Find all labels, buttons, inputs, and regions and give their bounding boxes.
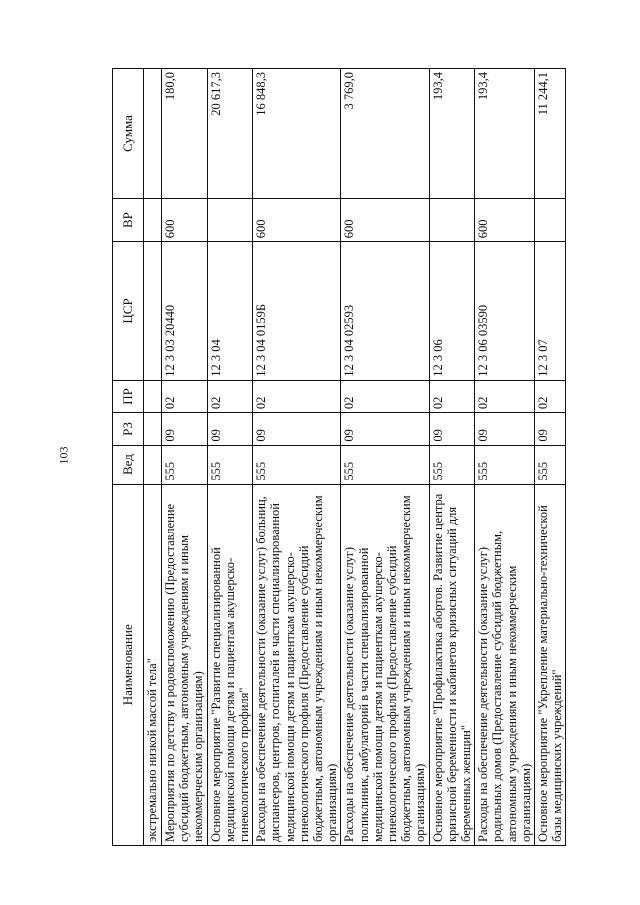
row-ved: 555: [429, 445, 475, 484]
header-vr: ВР: [113, 198, 144, 241]
row-name: Расходы на обеспечение деятельности (оказание услуг) родильных домов (Предоставление субсидий бюджетным, автономным учреждениям и иным некоммерческим организациям): [475, 484, 535, 845]
row-name: Основное мероприятие "Укрепление материально-технической базы медицинских учреждений": [535, 484, 566, 845]
row-name: Расходы на обеспечение деятельности (оказание услуг) поликлиник, амбулаторий в части специализированной медицинской помощи детям и пациенткам акушерско-гинекологического профиля (Предоставление субсидий бюджетным, автономным учреждениям и иным некоммерческим организациям): [341, 484, 429, 845]
row-rz: 09: [253, 413, 341, 445]
table-row: [341, 69, 429, 846]
row-name: Мероприятия по детству и родовспоможению (Предоставление субсидий бюджетным, автономным учреждениям и иным некоммерческим организациям): [162, 484, 208, 845]
row-csr: 12 3 03 20440: [162, 242, 208, 381]
row-ved: 555: [475, 445, 535, 484]
budget-table: [112, 68, 566, 846]
row-sum: 180,0: [162, 69, 208, 199]
row-rz: 09: [162, 413, 208, 445]
row-sum: 193,4: [429, 69, 475, 199]
row-rz: 09: [341, 413, 429, 445]
row-sum: 20 617,3: [207, 69, 253, 199]
page-number: 103: [56, 446, 71, 465]
row-csr: 12 3 04: [207, 242, 253, 381]
header-name: Наименование: [113, 484, 144, 845]
row-name: Основное мероприятие "Развитие специализированной медицинской помощи детям и пациентам акушерско-гинекологического профиля": [207, 484, 253, 845]
row-ved: 555: [341, 445, 429, 484]
header-rz: РЗ: [113, 413, 144, 445]
budget-table-rotated: [112, 68, 609, 846]
row-name: Расходы на обеспечение деятельности (оказание услуг) больниц, диспансеров, центров, госпиталей в части специализированной медицинской помощи детям и пациенткам акушерско-гинекологического профиля (Предоставление субсидий бюджетным, автономным учреждениям и иным некоммерческим организациям): [253, 484, 341, 845]
row-csr: 12 3 07: [535, 242, 566, 381]
row-pr: 02: [475, 380, 535, 412]
row-sum: 193,4: [475, 69, 535, 199]
header-ved: Вед: [113, 445, 144, 484]
table-row: [162, 69, 208, 846]
row-sum: 11 244,1: [535, 69, 566, 199]
row-vr: [429, 198, 475, 241]
row-ved: 555: [253, 445, 341, 484]
row-rz: 09: [535, 413, 566, 445]
row-ved: 555: [162, 445, 208, 484]
header-csr: ЦСР: [113, 242, 144, 381]
row-rz: 09: [207, 413, 253, 445]
row-csr: 12 3 04 0159Б: [253, 242, 341, 381]
row-csr: 12 3 06: [429, 242, 475, 381]
row-sum: 3 769,0: [341, 69, 429, 199]
row-csr: 12 3 06 03590: [475, 242, 535, 381]
row-vr: [535, 198, 566, 241]
row-vr: 600: [162, 198, 208, 241]
row-rz: 09: [429, 413, 475, 445]
continuation-row: [144, 69, 162, 846]
table-row: [535, 69, 566, 846]
row-vr: 600: [341, 198, 429, 241]
row-vr: 600: [253, 198, 341, 241]
row-sum: 16 848,3: [253, 69, 341, 199]
row-pr: 02: [341, 380, 429, 412]
header-sum: Сумма: [113, 69, 144, 199]
header-pr: ПР: [113, 380, 144, 412]
row-pr: 02: [207, 380, 253, 412]
row-ved: 555: [535, 445, 566, 484]
table-row: [475, 69, 535, 846]
table-row: [253, 69, 341, 846]
table-row: [429, 69, 475, 846]
row-csr: 12 3 04 02593: [341, 242, 429, 381]
row-ved: 555: [207, 445, 253, 484]
row-vr: [207, 198, 253, 241]
row-pr: 02: [162, 380, 208, 412]
row-vr: 600: [475, 198, 535, 241]
row-pr: 02: [429, 380, 475, 412]
row-pr: 02: [535, 380, 566, 412]
row-rz: 09: [475, 413, 535, 445]
row-name: Основное мероприятие "Профилактика абортов. Развитие центра кризисной беременности и кабинетов кризисных ситуаций для беременных женщин": [429, 484, 475, 845]
table-row: [207, 69, 253, 846]
continuation-text: экстремально низкой массой тела": [144, 484, 162, 845]
table-header-row: [113, 69, 144, 846]
row-pr: 02: [253, 380, 341, 412]
